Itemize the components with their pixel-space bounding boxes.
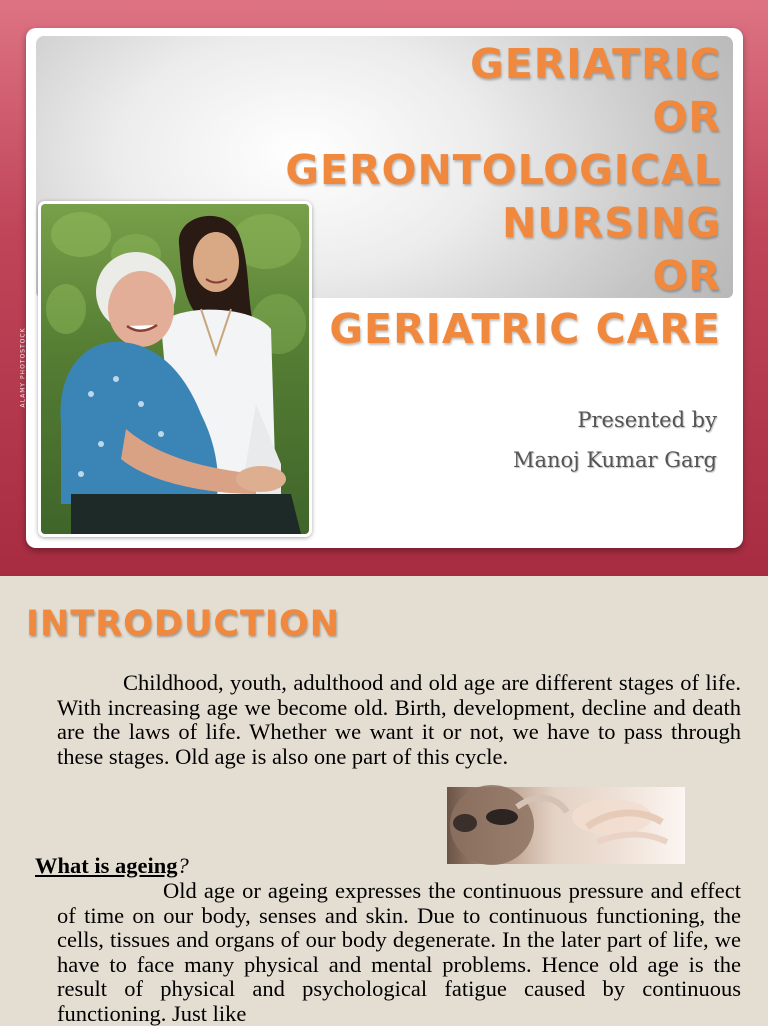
title-line: NURSING xyxy=(502,199,721,247)
ageing-paragraph: Old age or ageing expresses the continuous pressure and effect of time on our body, senses and skin. Due to continuous functioning, the cells, tissues and organs of our body degenerate. In the later part of life, we have to face many physical and mental problems. Hence old age is the result of physical and psychological fatigue caused by continuous functioning. Just like xyxy=(57,878,741,1026)
nurse-with-elderly-photo xyxy=(19,201,312,537)
title-line: GERIATRIC xyxy=(470,40,721,88)
slide-title xyxy=(285,38,721,356)
title-line: OR xyxy=(652,252,721,300)
intro-paragraph: Childhood, youth, adulthood and old age are different stages of life. With increasing age we become old. Birth, development, decline and death are the laws of life. Whether we want it or not, we have to pass through these stages. Old age is also one part of this cycle. xyxy=(57,670,741,769)
introduction-heading: INTRODUCTION xyxy=(26,604,340,644)
title-card xyxy=(19,28,743,548)
title-line: GERONTOLOGICAL xyxy=(285,146,721,194)
people-illustration xyxy=(41,204,309,534)
title-line: OR xyxy=(652,93,721,141)
presenter-name: Manoj Kumar Garg xyxy=(512,448,717,472)
subheading-text: What is ageing xyxy=(35,853,178,878)
photo-credit: ALAMY PHOTOSTOCK xyxy=(19,327,27,408)
title-line: GERIATRIC CARE xyxy=(329,305,721,353)
ageing-image xyxy=(447,787,685,864)
ageing-subheading xyxy=(35,853,189,879)
introduction-slide xyxy=(0,576,768,1024)
ageing-face-illustration xyxy=(447,787,685,864)
presenter-label: Presented by xyxy=(577,408,717,432)
subheading-question-mark: ? xyxy=(177,853,189,878)
